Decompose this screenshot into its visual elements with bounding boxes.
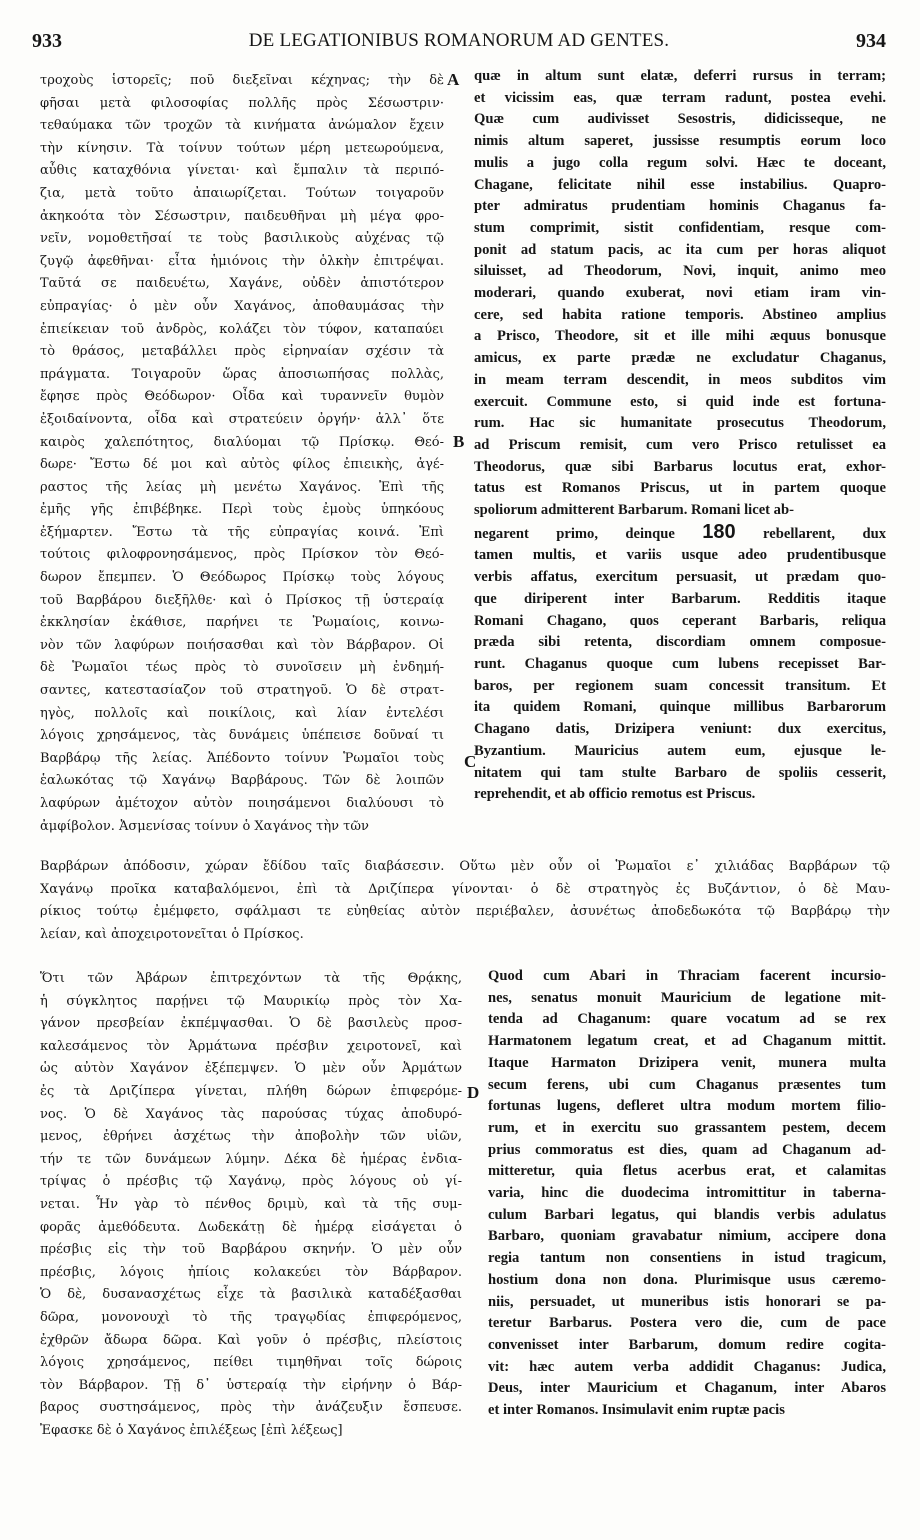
text-line: τὸν Βάρβαρον. Τῇ δ᾽ ὑστεραίᾳ τὴν εἰρήνην ὁ Βάρ- — [40, 1377, 462, 1393]
margin-marker-b: B — [453, 432, 465, 451]
text-line: quæ in altum sunt elatæ, deferri rursus in terram; — [474, 68, 886, 84]
text-line: Romani Chagano, quos ceperant Barbaris, reliqua — [474, 612, 886, 629]
text-line: que diriperent inter Barbarum. Redditis itaque — [474, 590, 886, 607]
text-line: ἐμῆς γῆς ἐπιβέβηκε. Περὶ τοὺς ἐμοὺς ὑπηκόους — [40, 502, 444, 518]
text-line: ἐχθρῶν ἄδωρα δῶρα. Καὶ γοῦν ὁ πρέσβις, πλείστοις — [40, 1332, 462, 1348]
text-line: πράγματα. Τοιγαροῦν ὥρας ἀποσιωπήσας πολλὰς, — [40, 366, 444, 382]
text-line: νεται. Ἦν γὰρ τὸ πένθος δριμὺ, καὶ τὰ τῆς συμ- — [40, 1196, 462, 1212]
text-line: νὸν τῶν λαφύρων ποιήσασθαι καὶ τὸν Βάρβαρον. Οἱ — [40, 637, 444, 653]
text-line: τρίψας ὁ πρέσβις τῷ Χαγάνῳ, πρὸς λόγους οὐ γί- — [40, 1174, 462, 1190]
text-line: prius commoratus est dies, quam ad Chaganum ad- — [488, 1141, 886, 1158]
text-line: in meam terram descendit, in meos subditos vim — [474, 371, 886, 388]
text-line: et vicissim eas, quæ terram radunt, postea evehi. — [474, 89, 886, 106]
text-line: Chagane, felicitate nihil esse instabilius. Quapro- — [474, 176, 886, 193]
text-line: Ὁ δὲ, δυσανασχέτως εἶχε τὰ βασιλικὰ καταδέξασθαι — [40, 1287, 462, 1303]
text-line: exercuit. Commune esto, si quid inde est fortuna- — [474, 393, 886, 410]
text-line: φῆσαι μετὰ φιλοσοφίας πολλῆς πρὸς Σέσωστριν· — [40, 95, 444, 111]
text-line: νος. Ὁ δὲ Χαγάνος τὰς παρούσας τύχας ἀποδυρό- — [40, 1106, 462, 1122]
text-line: πρέσβις, λόγοις ἠπίοις κολακεύει τὸν Βάρβαρον. — [40, 1264, 462, 1280]
margin-marker-d: D — [467, 1083, 480, 1102]
text-line: varia, hinc die duodecima intromittitur in taberna- — [488, 1185, 886, 1202]
text-line: Deus, inter Mauricium et Chaganum, inter Abaros — [488, 1380, 886, 1397]
text-line: δῶρα, μονονουχὶ τὸ τῆς τραγῳδίας ἐπιφερόμενος, — [40, 1309, 462, 1325]
text-line: τὴν κίνησιν. Τὰ τοίνυν τούτων μέρη μετεωρούμενα, — [40, 140, 444, 156]
text-line: λόγοις χρησάμενος, πείθει τιμηθῆναι τοῖς δώροις — [40, 1355, 462, 1371]
text-line: ἑαλωκότας τῷ Χαγάνῳ Βαρβάρους. Τῶν δὲ λοιπῶν — [40, 773, 444, 789]
text-line: καιρὸς χαλεπότητος, διαλύομαι τῷ Πρίσκῳ. Θεό- — [40, 434, 444, 450]
text-line: verbis affatus, exercitum persuasit, ut prædam quo- — [474, 569, 886, 586]
text-line: Ἐφασκε δὲ ὁ Χαγάνος ἐπιλέξεως [ἐπὶ λέξεως] — [40, 1422, 343, 1438]
text-line: mitteretur, quia fletus acerbus erat, et calamitas — [488, 1163, 886, 1180]
text-line: Ταῦτά σε παιδευέτω, Χαγάνε, οὐδὲν ἀπιστότερον — [40, 276, 444, 292]
text-line: ηγὸς, πολλοῖς καὶ ποικίλοις, καὶ λίαν ἐντελέσι — [40, 705, 444, 721]
latin-column-section-1 — [474, 66, 886, 806]
text-line: ita quidem Romani, quinque millibus Barbarorum — [474, 699, 886, 716]
running-title: DE LEGATIONIBUS ROMANORUM AD GENTES. — [248, 30, 670, 51]
margin-marker-c: C — [464, 752, 477, 771]
text-line: ἀμφίβολον. Ἀσμενίσας τοίνυν ὁ Χαγάνος τὴν τῶν — [40, 818, 369, 834]
margin-marker-a: A — [447, 70, 460, 89]
page-number-left: 933 — [32, 30, 62, 52]
text-line: γάνον πρεσβείαν ἐκπέμψασθαι. Ὁ δὲ βασιλεὺς προσ- — [40, 1016, 462, 1032]
text-line: baros, per regionem suam concessit transitum. Et — [474, 677, 886, 694]
big-number: 180 — [702, 521, 736, 543]
text-line: a Prisco, Theodore, sit et ille mihi æquus bonusque — [474, 328, 886, 345]
text-line: δὲ Ῥωμαῖοι τέως πρὸς τὸ συνοῖσειν μὴ ἐνδημή- — [40, 660, 444, 676]
text-line: ρίκιος τούτῳ ἐμέμφετο, σφάλμασι τε εὐηθείας αὐτὸν περιέβαλεν, ἀσυνέτως ἀποδεδωκότα τῷ Βαρβάρῳ τὴν — [40, 904, 890, 920]
text-line: βαρος συστησάμενος, πρὸς τὴν ἀνάζευξιν ἔσπευσε. — [40, 1400, 462, 1416]
text-line: pter admiratus prudentiam hominis Chaganus fa- — [474, 198, 886, 215]
text-line: ζυγῷ ἀφεθῆναι· εἶτα ἡμιόνοις τὴν ὁλκὴν ἐπιτρέψαι. — [40, 253, 444, 269]
text-line: ἐπιείκειαν τοῦ ἀνδρὸς, κολάζει τὸν τύφον, καταπαύει — [40, 321, 444, 337]
text-line: nitatem qui tam stulte Barbaro de spoliis cesserit, — [474, 764, 886, 781]
text-line: Harmatonem legatum creat, et ad Chaganum mittit. — [488, 1033, 886, 1050]
text-line: ponit ad statum pacis, ac ita cum per horas aliquot — [474, 241, 886, 258]
text-line: καλεσάμενος τὸν Ἀρμάτωνα πρέσβιν χειροτονεῖ, καὶ — [40, 1038, 462, 1054]
text-line: convenisset inter Barbarum, domum redire cogita- — [488, 1336, 886, 1353]
latin-line-with-number: negarent primo, deinque 180 rebellarent, dux — [474, 521, 886, 543]
page-number-right: 934 — [856, 30, 886, 52]
text-line: αὖθις καταχθόνια γίνεται· καὶ ἔμπαλιν τὰ περιπό- — [40, 163, 444, 179]
text-line: spoliorum admitterent Barbarum. Romani licet ab- — [474, 502, 794, 519]
text-line: τοῦ Βαρβάρου διεξῆλθε· καὶ ὁ Πρίσκος τῇ ὑστεραίᾳ — [40, 592, 444, 608]
text-line: ὡς αὐτὸν Χαγάνον ἐξέπεμψεν. Ὁ μὲν οὖν Ἀρμάτων — [40, 1061, 462, 1077]
text-line: τὸ θράσος, μεταβάλλει πρὸς εἰρηναίαν σχέσιν τὰ — [40, 344, 444, 360]
greek-full-width-passage — [40, 856, 890, 946]
text-line: νεῖν, νομοθετῆσαί τε τοὺς βασιλικοὺς αὐχένας τῷ — [40, 231, 444, 247]
text-line: τούτοις φιλοφρονησάμενος, πρὸς Πρίσκον τὸν Θεό- — [40, 547, 444, 563]
text-line: regia tantum non consentiens in istud tragicum, — [488, 1250, 886, 1267]
text-line: Byzantium. Mauricius autem eum, ejusque le- — [474, 742, 886, 759]
text-line: Chagano datis, Drizipera veniunt: dux exercitus, — [474, 721, 886, 738]
text-line: cere, sed habita ratione temporis. Abstineo amplius — [474, 306, 886, 323]
text-line: culum Barbari legatus, qui blandis verbis adulatus — [488, 1206, 886, 1223]
text-line: τήν τε τῶν δυνάμεων λύμην. Δέκα δὲ ἡμέρας ἐνδια- — [40, 1151, 462, 1167]
text-line: rum. Hac sic humanitate prosecutus Theodorum, — [474, 415, 886, 432]
latin-column-section-2 — [488, 966, 886, 1422]
text-line: ἡ σύγκλητος παρῄνει τῷ Μαυρικίῳ πρὸς τὸν Χα- — [40, 993, 462, 1009]
greek-column-section-2 — [40, 968, 462, 1442]
text-line: λαφύρων ἀμέτοχον αὐτὸν ποιησάμενοι διαλύουσι τὸ — [40, 796, 444, 811]
text-line: nimis altum saperet, jussisse resumptis eorum loco — [474, 133, 886, 150]
text-line: stum comprimit, sistit confidentiam, resque com- — [474, 219, 886, 236]
text-line: Quod cum Abari in Thraciam facerent incursio- — [488, 968, 886, 984]
text-line: εὐπραγίας· ὁ μὲν οὖν Χαγάνος, ἀποθαυμάσας τὴν — [40, 298, 444, 314]
text-line: moderari, quando exuberat, novi etiam iram vin- — [474, 285, 886, 302]
text-line: Βαρβάρων ἀπόδοσιν, χώραν ἔδίδου ταῖς διαβάσεσιν. Οὕτω μὲν οὖν οἱ Ῥωμαῖοι ε᾽ χιλιάδας Βαρβάρων τῷ — [40, 859, 890, 874]
text-line: Theodorus, quæ sibi Barbarus locutus erat, exhor- — [474, 458, 886, 475]
text-line: Ὅτι τῶν Ἀβάρων ἐπιτρεχόντων τὰ τῆς Θρᾴκης, — [40, 971, 462, 986]
greek-column-section-1 — [40, 70, 444, 838]
text-line: Itaque Harmaton Drizipera venit, munera multa — [488, 1054, 886, 1071]
text-line: ἐς τὰ Δριζίπερα γίνεται, πλήθη δώρων ἐπιφερόμε- — [40, 1083, 462, 1099]
text-line: vit: hæc autem verba addidit Chaganus: Judica, — [488, 1358, 886, 1375]
text-line: Βαρβάρῳ τῆς λείας. Ἀπέδοντο τοίνυν Ῥωμαῖοι τοὺς — [40, 750, 444, 766]
text-line: Quæ cum audivisset Sesostris, didicisseque, ne — [474, 111, 886, 128]
text-line: siluisset, ad Theodorum, Novi, inquit, animo meo — [474, 263, 886, 280]
text-line: φορᾶς ἀμεθόδευτα. Δωδεκάτῃ δὲ ἡμέρᾳ εἰσάγεται ὁ — [40, 1219, 462, 1235]
text-line: ραστος τῆς λείας μὴ μενέτω Χαγάνος. Ἐπὶ τῆς — [40, 479, 444, 495]
text-line: præda sibi retenta, discordiam omnem composue- — [474, 634, 886, 651]
text-line: teretur Barbarus. Postera vero die, cum de pace — [488, 1315, 886, 1332]
text-line: τεθαύμακα τῶν τροχῶν τὰ κινήματα ἀνώμαλον ἔχειν — [40, 118, 444, 134]
text-line: et inter Romanos. Insimulavit enim ruptæ pacis — [488, 1402, 785, 1419]
text-line: tamen multis, et variis usque adeo prudentibusque — [474, 547, 886, 564]
text-line: fortunas lugens, defleret ultra modum mortem filio- — [488, 1098, 886, 1115]
text-line: ἐξήμαρτεν. Ἔστω τὰ τῆς εὐπραγίας κοινά. Ἐπὶ — [40, 524, 444, 540]
text-line: amicus, ex parte prædæ ne excludatur Chaganus, — [474, 350, 886, 367]
text-line: ad Priscum remisit, cum vero Prisco retulisset ea — [474, 436, 886, 453]
text-line: mulis a jugo colla regum solvi. Hæc te doceant, — [474, 154, 886, 171]
text-line: σαντες, κατεστασίαζον τοῦ στρατηγοῦ. Ὁ δὲ στρατ- — [40, 683, 444, 699]
text-line: δωρον ἔπεμπεν. Ὁ Θεόδωρος Πρίσκῳ τοὺς λόγους — [40, 570, 444, 586]
text-line: ἀκηκοότα τὸν Σέσωστριν, παιδευθῆναι μὴ μέγα φρο- — [40, 208, 444, 224]
text-line: ἐξοιδαίνοντα, οἶδα καὶ στρατεύειν ὀργήν· ἀλλ᾽ ὅτε — [40, 411, 444, 427]
text-line: ζια, μετὰ τοῦτο ἀπαιωρίζεται. Τούτων τοιγαροῦν — [40, 185, 444, 201]
text-line: λείαν, καὶ ἀποχειροτονεῖται ὁ Πρίσκος. — [40, 926, 304, 942]
text-line: δωρε· Ἔστω δέ μοι καὶ αὐτὸς φίλος ἐπιεικὴς, ἀγέ- — [40, 457, 444, 473]
text-line: ἐκκλησίαν ἐκάθισε, παρήνει τε Ῥωμαίοις, κοινω- — [40, 615, 444, 631]
text-line: Χαγάνῳ προῖκα καταβαλόμενοι, ἐπὶ τὰ Δριζίπερα γίνονται· ὁ δὲ στρατηγὸς ἐς Βυζάντιον, ὁ δὲ Μαυ- — [40, 881, 890, 897]
text-line: Barbaro, quoniam gravabatur nimium, accipere dona — [488, 1228, 886, 1245]
page-header — [32, 30, 886, 62]
text-line: rum, et in exercitu suo grassantem pestem, decem — [488, 1119, 886, 1136]
text-line: τροχοὺς ἱστορεῖς; ποῦ διεξεῖναι κέχηνας; τὴν δὲ — [40, 73, 444, 88]
text-line: tatus est Romanos Priscus, ut in partem quoque — [474, 480, 886, 497]
text-line: reprehendit, et ab officio remotus est Priscus. — [474, 786, 756, 803]
text-line: runt. Chaganus quoque cum lubens recepisset Bar- — [474, 655, 886, 672]
text-line: μενος, ἐθρήνει ἀσχέτως τὴν ἀποβολὴν τῶν υἱῶν, — [40, 1129, 462, 1145]
text-line: nes, senatus monuit Mauricium de legatione mit- — [488, 989, 886, 1006]
text-line: πρέσβις εἰς τὴν τοῦ Βαρβάρου σκηνήν. Ὁ μὲν οὖν — [40, 1242, 462, 1258]
text-line: niis, persuadet, ut muneribus istis honorari se pa- — [488, 1293, 886, 1310]
text-line: tenda ad Chaganum: quare vocatum ad se rex — [488, 1011, 886, 1028]
text-line: hostium dona non dona. Plurimisque usus cæremo- — [488, 1271, 886, 1288]
text-line: λόγοις χρησάμενος, τὰς δυνάμεις ὑπέπεισε δοῦναί τι — [40, 728, 444, 744]
text-line: secum ferens, ubi cum Chaganus præsentes tum — [488, 1076, 886, 1093]
text-line: ἔφησε πρὸς Θεόδωρον· Οἶδα καὶ τυραννεῖν θυμὸν — [40, 389, 444, 405]
